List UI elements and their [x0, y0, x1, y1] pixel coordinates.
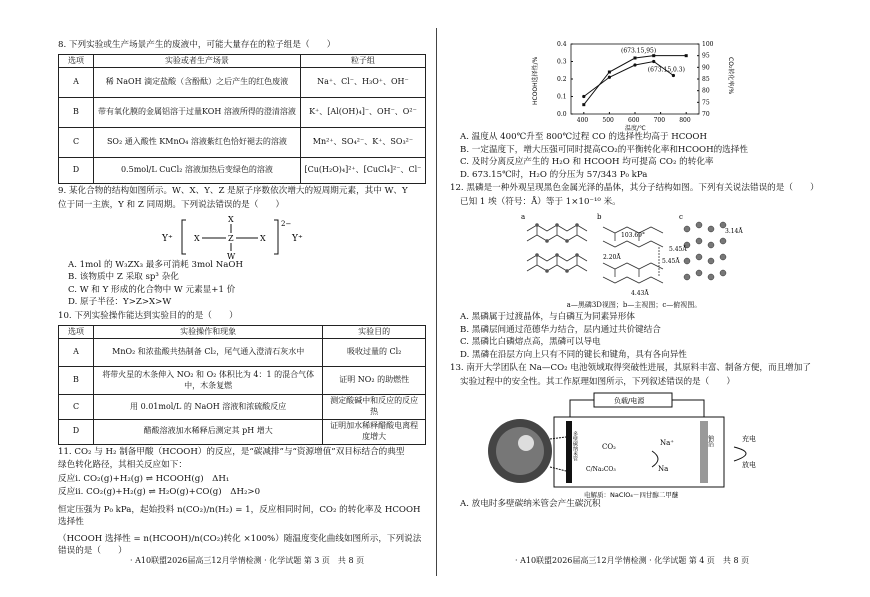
carbon-label: C/Na₂CO₃	[586, 465, 616, 473]
footer-right: · A10联盟2026届高三12月学情检测 · 化学试题 第 4 页 共 8 页	[515, 556, 750, 565]
q12-option-c: C. 黑磷比白磷熔点高，黑磷可以导电	[460, 337, 601, 348]
q9-stem-1: 9. 某化合物的结构如图所示。W、X、Y、Z 是原子序数依次增大的短周期元素，其中 W、Y	[58, 186, 408, 197]
struct-y-left: Y⁺	[162, 233, 173, 244]
q9-option-b: B. 该物质中 Z 采取 sp³ 杂化	[68, 272, 179, 283]
struct-z: Z	[228, 233, 234, 243]
struct-charge: 2−	[281, 219, 292, 228]
fig-dist-3: 4.43Å	[631, 289, 649, 297]
discharge-label: 放电	[742, 460, 756, 469]
y-tick-label: 0.3	[557, 58, 567, 66]
q8-row-ions: Mn²⁺、SO₄²⁻、K⁺、SO₃²⁻	[300, 128, 425, 158]
series-hcooh-point	[608, 76, 611, 79]
na-metal-label: Na	[658, 464, 669, 473]
q10-row-goal: 证明加水稀释醋酸电离程度增大	[323, 419, 426, 444]
y-tick-label: 0.4	[557, 41, 567, 48]
q10-header-op: 实验操作和现象	[94, 325, 323, 339]
q10-row-op: MnO₂ 和浓盐酸共热制备 Cl₂，尾气通入澄清石灰水中	[94, 339, 323, 367]
load-label: 负载/电源	[614, 396, 645, 405]
q11-stem-2: 绿色转化路径，其相关反应如下：	[58, 460, 187, 471]
q12-stem: 12. 黑磷是一种外观呈现黑色金属光泽的晶体，其分子结构如图。下列有关说法错误的是（ ）	[450, 183, 819, 194]
struct-x-right: X	[260, 233, 266, 243]
q8-row-opt: B	[59, 98, 94, 128]
x-tick-label: 400	[576, 117, 589, 124]
q10-header-goal: 实验目的	[323, 325, 426, 339]
q11-selectivity: （HCOOH 选择性 = n(HCOOH)/n(CO₂)转化 ×100%）随温度变化曲线如图所示，下列说法错误的是（ ）	[58, 534, 422, 556]
struct-w: W	[227, 251, 236, 260]
series-hcooh-point	[633, 63, 636, 66]
q10-row-opt: B	[59, 367, 94, 395]
struct-x-top: X	[228, 214, 234, 224]
footer-left: · A10联盟2026届高三12月学情检测 · 化学试题 第 3 页 共 8 页	[130, 556, 365, 565]
q13-stem-1: 13. 南开大学团队在 Na—CO₂ 电池领域取得突破性进展，其原料丰富、制备方便，而且增加了	[450, 363, 811, 374]
q10-row-opt: C	[59, 395, 94, 420]
right-electrode-label: 钠箔	[706, 434, 714, 447]
q8-header-ions: 粒子组	[300, 54, 425, 68]
series-co2-point	[582, 103, 585, 106]
q8-row-opt: C	[59, 128, 94, 158]
q9-stem-2: 位于同一主族，Y 和 Z 同周期。下列说法错误的是（ ）	[58, 199, 285, 210]
q9-structure	[142, 214, 342, 260]
fig-label-b: b	[597, 212, 602, 221]
q10-row-op: 醋酸溶液加水稀释后测定其 pH 增大	[94, 419, 323, 444]
q10-row-goal: 证明 NO₂ 的助燃性	[323, 367, 426, 395]
fig-dist-1: 2.20Å	[603, 253, 621, 261]
q8-row-opt: A	[59, 68, 94, 98]
series-co2-point	[685, 54, 688, 57]
series-co2-point	[608, 71, 611, 74]
q10-header-opt: 选项	[59, 325, 94, 339]
fig-dist-2: 5.45Å	[662, 257, 680, 265]
fig-dist-5: 5.45Å	[669, 245, 687, 253]
x-tick-label: 800	[679, 117, 691, 124]
y-axis-label: HCOOH选择性/%	[532, 56, 539, 105]
series-hcooh-point	[582, 95, 585, 98]
q11-reaction-2: 反应ii. CO₂(g)+H₂(g) ⇌ H₂O(g)+CO(g) ΔH₂>0	[58, 487, 261, 498]
q8-row-scene: 0.5mol/L CuCl₂ 溶液加热后变绿色的溶液	[94, 158, 301, 184]
q9-option-a: A. 1mol 的 W₃ZX₃ 最多可消耗 3mol NaOH	[68, 259, 243, 270]
q11-option-a: A. 温度从 400℃升至 800℃过程 CO 的选择性均高于 HCOOH	[460, 132, 707, 142]
q8-row-ions: K⁺、[Al(OH)₄]⁻、OH⁻、O²⁻	[300, 98, 425, 128]
x-tick-label: 600	[628, 117, 640, 124]
x-tick-label: 700	[653, 117, 666, 124]
right-column	[450, 36, 818, 511]
q12-note: 已知 1 埃（符号：Å）等于 1×10⁻¹⁰ 米。	[460, 196, 621, 207]
charge-label: 充电	[742, 434, 756, 443]
q8-stem: 8. 下列实验或生产场景产生的废液中，可能大量存在的粒子组是（ ）	[58, 40, 336, 50]
q10-row-goal: 测定酸碱中和反应的反应热	[323, 395, 426, 420]
x-axis-label: 温度/℃	[625, 125, 646, 132]
y-tick-label: 0.2	[557, 76, 567, 83]
q11-condition: 恒定压强为 P₀ kPa，起始投料 n(CO₂)/n(H₂) = 1，反应相同时间，CO₂ 的转化率及 HCOOH 选择性	[58, 504, 421, 527]
annotation-2: (673.15,0.3)	[647, 66, 685, 74]
annotation-1: (673.15,95)	[621, 47, 657, 55]
q8-row-scene: 带有氧化膜的金属铝溶于过量KOH 溶液所得的澄清溶液	[94, 98, 301, 128]
fig-angle: 103.69°	[621, 231, 645, 239]
q8-row-ions: [Cu(H₂O)₄]²⁺、[CuCl₄]²⁻、Cl⁻	[300, 158, 425, 184]
q10-stem: 10. 下列实验操作能达到实验目的的是（ ）	[58, 310, 238, 321]
q11-chart	[529, 36, 739, 132]
q11-reaction-1: 反应i. CO₂(g)+H₂(g) ⇌ HCOOH(g) ΔH₁	[58, 473, 230, 484]
q8-row-scene: 稀 NaOH 滴定盐酸（含酚酞）之后产生的红色废液	[94, 68, 301, 98]
q13-option-a: A. 放电时多壁碳纳米管会产生碳沉积	[460, 498, 601, 509]
fig-label-c: c	[679, 212, 683, 221]
q11-option-c: C. 及时分离反应产生的 H₂O 和 HCOOH 均可提高 CO₂ 的转化率	[460, 157, 714, 168]
q10-row-goal: 吸收过量的 Cl₂	[323, 339, 426, 367]
q8-header-scene: 实验或者生产场景	[94, 54, 301, 68]
fig-dist-4: 3.14Å	[725, 227, 743, 235]
y2-tick-label: 95	[702, 52, 710, 60]
electrolyte-label: 电解质：NaClO₄－四甘醇二甲醚	[584, 490, 679, 499]
q11-option-d: D. 673.15℃时，H₂O 的分压为 57/343 P₀ kPa	[460, 169, 648, 180]
q10-table	[58, 325, 426, 445]
x-tick-label: 500	[602, 117, 614, 124]
page-divider	[436, 28, 437, 576]
left-column	[58, 40, 426, 559]
struct-x-left: X	[194, 233, 200, 243]
y2-tick-label: 70	[702, 111, 710, 118]
q8-row-ions: Na⁺、Cl⁻、H₃O⁺、OH⁻	[300, 68, 425, 98]
q12-option-b: B. 黑磷层间通过范德华力结合，层内通过共价键结合	[460, 324, 661, 335]
q8-header-opt: 选项	[59, 54, 94, 68]
y2-tick-label: 85	[702, 76, 710, 83]
y2-axis-label: CO₂转化率/%	[727, 57, 734, 95]
q9-option-c: C. W 和 Y 形成的化合物中 W 元素显+1 价	[68, 284, 236, 295]
series-co2-line	[584, 56, 686, 105]
q10-row-op: 将带火星的木条伸入 NO₂ 和 O₂ 体积比为 4：1 的混合气体中，木条复燃	[94, 367, 323, 395]
q12-option-a: A. 黑磷属于过渡晶体，与白磷互为同素异形体	[460, 312, 635, 322]
series-hcooh-point	[672, 74, 675, 77]
q10-row-opt: A	[59, 339, 94, 367]
q11-option-b: B. 一定温度下，增大压强可同时提高CO₂的平衡转化率和HCOOH的选择性	[460, 144, 748, 155]
q13-battery-diagram	[484, 391, 784, 499]
y2-tick-label: 90	[702, 64, 710, 72]
y2-tick-label: 100	[702, 41, 714, 48]
q12-caption: a—黑磷3D视图；b—主视图；c—俯视图。	[566, 300, 702, 309]
series-hcooh-point	[652, 60, 655, 63]
y2-tick-label: 80	[702, 87, 710, 95]
q10-row-opt: D	[59, 419, 94, 444]
y2-tick-label: 75	[702, 99, 710, 107]
q11-stem-1: 11. CO₂ 与 H₂ 制备甲酸（HCOOH）的反应，是“碳减排”与“资源增值”双目标结合的典型	[58, 446, 405, 457]
q8-row-opt: D	[59, 158, 94, 184]
q8-row-scene: SO₂ 通入酸性 KMnO₄ 溶液紫红色恰好褪去的溶液	[94, 128, 301, 158]
co2-label: CO₂	[602, 442, 616, 451]
q9-option-d: D. 原子半径：Y>Z>X>W	[68, 297, 172, 308]
q10-row-op: 用 0.01mol/L 的 NaOH 溶液和浓硫酸反应	[94, 395, 323, 420]
y-tick-label: 0.1	[557, 93, 567, 101]
left-electrode-label: 多壁碳纳米管	[572, 430, 578, 461]
series-co2-point	[634, 57, 637, 60]
struct-y-right: Y⁺	[292, 233, 303, 244]
q8-table	[58, 54, 426, 185]
na-ion-label: Na⁺	[660, 438, 674, 447]
q13-stem-2: 实验过程中的安全性。其工作原理如图所示，下列叙述错误的是（ ）	[460, 376, 736, 387]
q12-option-d: D. 黑磷在沿层方向上只有不同的键长和键角，具有各向异性	[460, 349, 687, 360]
y-tick-label: 0.0	[557, 111, 567, 118]
fig-label-a: a	[521, 212, 526, 221]
q12-figure	[519, 211, 749, 301]
